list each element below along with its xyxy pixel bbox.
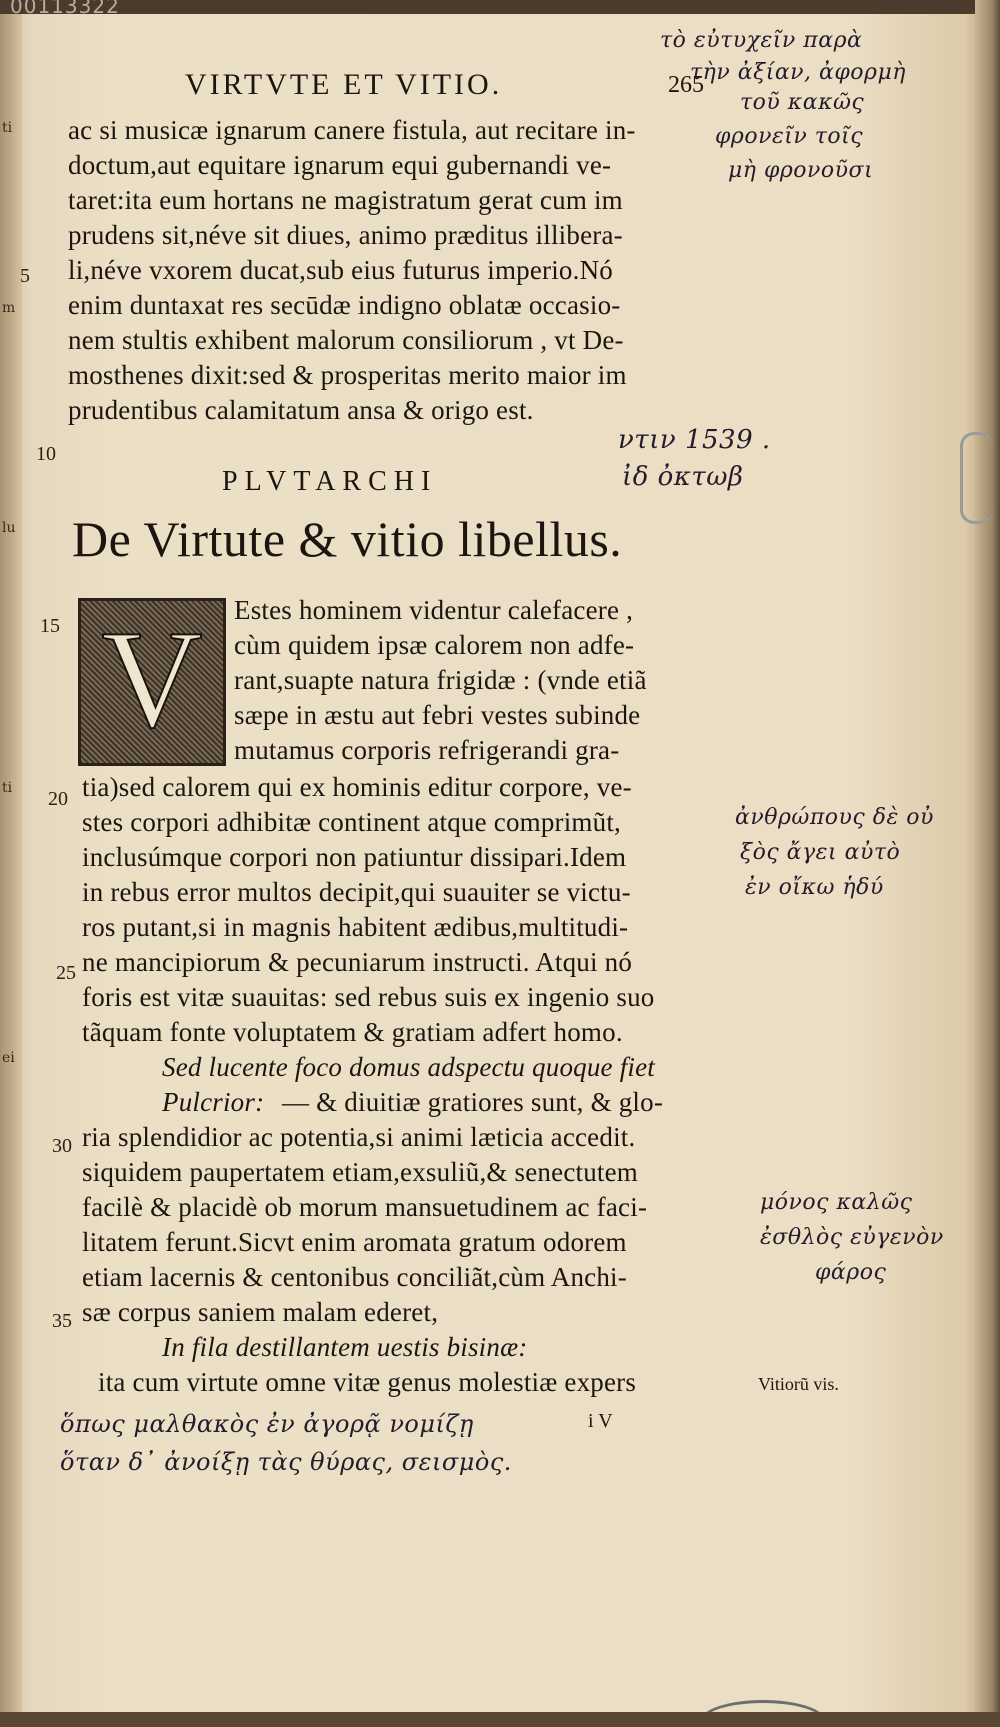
marginal-note-line: τὸ εὐτυχεῖν παρὰ — [660, 28, 863, 53]
text-line: inclusúmque corpori non patiuntur dissipari.Idem — [82, 842, 627, 872]
line-number: 35 — [52, 1310, 72, 1332]
text-line: cùm quidem ipsæ calorem non adfe- — [234, 630, 635, 660]
line-number: 20 — [48, 788, 68, 810]
text-line: rant,suapte natura frigidæ : (vnde etiã — [234, 665, 647, 695]
marginal-note-line: ἐν οἴκω ἡδύ — [745, 875, 884, 900]
line-number: 25 — [56, 962, 76, 984]
decorated-initial — [78, 598, 226, 766]
verse-line: In fila destillantem uestis bisinæ: — [162, 1332, 528, 1362]
text-line: enim duntaxat res secūdæ indigno oblatæ occasio- — [68, 290, 621, 320]
manuscript-id: 00113322 — [10, 0, 120, 18]
text-line: ne mancipiorum & pecuniarum instructi. Atqui nó — [82, 947, 633, 977]
text-line: in rebus error multos decipit,qui suauiter se victu- — [82, 877, 631, 907]
author-heading: PLVTARCHI — [222, 466, 438, 497]
text-line: li,néve vxorem ducat,sub eius futurus imperio.Nó — [68, 255, 613, 285]
text-line: mosthenes dixit:sed & prosperitas merito maior im — [68, 360, 627, 390]
text-line: ros putant,si in magnis habitent ædibus,multitudi- — [82, 912, 629, 942]
line-number: 30 — [52, 1135, 72, 1157]
verse-line: Pulcrior: — [162, 1087, 265, 1117]
text-line: mutamus corporis refrigerandi gra- — [234, 735, 620, 765]
signature-mark: i V — [588, 1410, 613, 1432]
text-line: nem stultis exhibent malorum consiliorum , vt De- — [68, 325, 624, 355]
marginal-note-line: ἀνθρώπους δὲ οὐ — [735, 805, 934, 830]
marginal-note-line: τὴν ἀξίαν, ἀφορμὴ — [690, 60, 906, 85]
verse-line: Sed lucente foco domus adspectu quoque fiet — [162, 1052, 655, 1082]
marginal-note-line: μὴ φρονοῦσι — [728, 158, 874, 183]
text-line: facilè & placidè ob morum mansuetudinem ac faci- — [82, 1192, 648, 1222]
bottom-handwritten-line: ὅπως μαλθακὸς ἐν ἀγορᾷ νομίζῃ — [60, 1410, 474, 1438]
marginal-note-line: φρονεῖν τοῖς — [715, 124, 864, 149]
text-line: taret:ita eum hortans ne magistratum gerat cum im — [68, 185, 623, 215]
marginal-note-line: φάρος — [815, 1260, 887, 1285]
marginal-note-line: τοῦ κακῶς — [740, 90, 865, 115]
line-number: 15 — [40, 615, 60, 637]
text-line: foris est vitæ suauitas: sed rebus suis ex ingenio suo — [82, 982, 655, 1012]
binding-gutter — [0, 0, 22, 1727]
text-line: ac si musicæ ignarum canere fistula, aut recitare in- — [68, 115, 636, 145]
text-line: ria splendidior ac potentia,si animi læticia accedit. — [82, 1122, 636, 1152]
printed-side-note: Vitiorũ vis. — [758, 1374, 839, 1394]
page-top-edge — [0, 0, 1000, 14]
marginal-note-line: ἐσθλὸς εὐγενὸν — [760, 1225, 944, 1250]
page-bottom-edge — [0, 1712, 1000, 1727]
text-line: prudentibus calamitatum ansa & origo est. — [68, 395, 534, 425]
text-line: ita cum virtute omne vitæ genus molestiæ expers — [98, 1367, 637, 1397]
marginal-note-line: μόνος καλῶς — [760, 1190, 913, 1215]
page-number: 265 — [668, 72, 704, 98]
initial-letter: V — [101, 602, 203, 757]
text-line: sæpe in æstu aut febri vestes subinde — [234, 700, 641, 730]
text-line: — & diuitiæ gratiores sunt, & glo- — [282, 1087, 664, 1117]
text-line: prudens sit,néve sit diues, animo præditus illibera- — [68, 220, 623, 250]
running-title: VIRTVTE ET VITIO. — [185, 68, 503, 101]
text-line: etiam lacernis & centonibus conciliãt,cùm Anchi- — [82, 1262, 627, 1292]
page-right-edge — [975, 0, 1000, 1727]
line-number: 10 — [36, 443, 56, 465]
text-line: tãquam fonte voluptatem & gratiam adfert homo. — [82, 1017, 623, 1047]
paper-clip — [960, 432, 993, 524]
line-number: 5 — [20, 265, 30, 287]
handwritten-date: ντιν 1539 . — [618, 425, 771, 455]
text-line: litatem ferunt.Sicvt enim aromata gratum odorem — [82, 1227, 627, 1257]
text-line: siquidem paupertatem etiam,exsuliũ,& senectutem — [82, 1157, 638, 1187]
text-line: doctum,aut equitare ignarum equi gubernandi ve- — [68, 150, 612, 180]
work-title: De Virtute & vitio libellus. — [72, 511, 623, 567]
book-page: ti m lu ti ei 00113322 VIRTVTE ET VITIO. 265 τὸ εὐτυχεῖν παρὰ τὴν ἀξίαν, ἀφορμὴ τοῦ κακῶς φρονεῖν τοῖς μὴ φρονοῦσι ac si musicæ ignarum canere fistula, aut recitare in- doctum,aut equitare ignarum equi gubernandi ve- taret:ita eum hortans ne magistratum gerat cum im prudens sit,néve sit diues, animo præditus illibera- 5 li,néve vxorem ducat,sub eius futurus imperio.Nó enim duntaxat res secūdæ indigno oblatæ occasio- nem stultis exhibent malorum consiliorum , vt De- mosthenes dixit:sed & prosperitas merito maior im prudentibus calamitatum ansa & origo est. 10 ντιν 1539 . ἰδ ὀκτωβ PLVTARCHI De Virtute & vitio libellus. V 15 Estes hominem videntur calefacere , cùm quidem ipsæ calorem non adfe- rant,suapte natura frigidæ : (vnde etiã sæpe in æstu aut febri vestes subinde mutamus corporis refrigerandi gra- 20 tia)sed calorem qui ex hominis editur corpore, ve- stes corpori adhibitæ continent atque comprimũt, inclusúmque corpori non patiuntur dissipari.Idem in rebus error multos decipit,qui suauiter se victu- ros putant,si in magnis habitent ædibus,multitudi- 25 ne mancipiorum & pecuniarum instructi. Atqui nó foris est vitæ suauitas: sed rebus suis ex ingenio suo tãquam fonte voluptatem & gratiam adfert homo. ἀνθρώπους δὲ οὐ ξὸς ἄγει αὐτὸ ἐν οἴκω ἡδύ Sed lucente foco domus adspectu quoque fiet Pulcrior: — & diuitiæ gratiores sunt, & glo- 30 ria splendidior ac potentia,si animi læticia accedit. siquidem paupertatem etiam,exsuliũ,& senectutem facilè & placidè ob morum mansuetudinem ac faci- litatem ferunt.Sicvt enim aromata gratum odorem etiam lacernis & centonibus conciliãt,cùm Anchi- 35 sæ corpus saniem malam ederet, μόνος καλῶς ἐσθλὸς εὐγενὸν φάρος In fila destillantem uestis bisinæ: ita cum virtute omne vitæ genus molestiæ expers Vitiorũ vis. i V ὅπως μαλθακὸς ἐν ἀγορᾷ νομίζῃ ὅταν δ᾽ ἀνοίξῃ τὰς θύρας, σεισμὸς. — [0, 0, 1000, 1727]
bottom-handwritten-line: ὅταν δ᾽ ἀνοίξῃ τὰς θύρας, σεισμὸς. — [60, 1448, 512, 1476]
text-line: Estes hominem videntur calefacere , — [234, 595, 634, 625]
text-line: stes corpori adhibitæ continent atque comprimũt, — [82, 807, 621, 837]
handwritten-date: ἰδ ὀκτωβ — [622, 462, 744, 492]
marginal-note-line: ξὸς ἄγει αὐτὸ — [740, 840, 901, 865]
text-line: tia)sed calorem qui ex hominis editur corpore, ve- — [82, 772, 632, 802]
text-line: sæ corpus saniem malam ederet, — [82, 1297, 439, 1327]
